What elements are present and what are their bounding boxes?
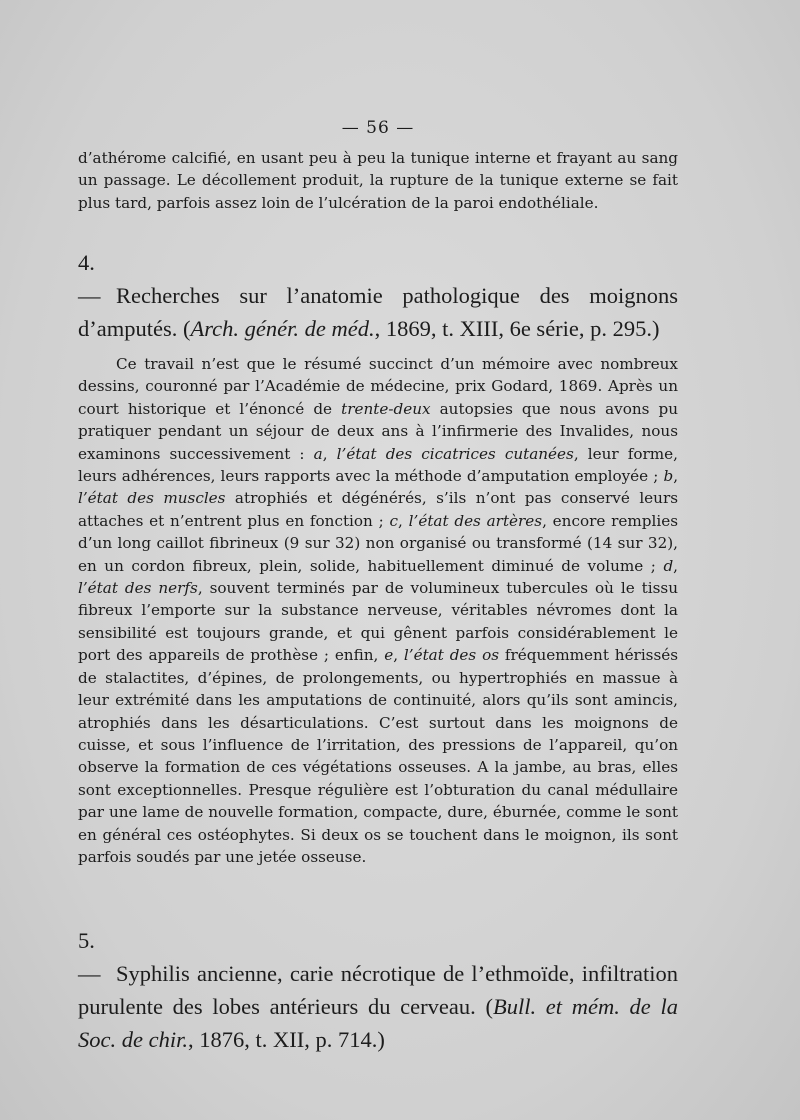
section-4-number: 4. — [78,250,101,308]
section-5-journal: Bull. et mém. de la Soc. de chir. [78,994,678,1052]
section-4-reference: , 1869, t. XIII, 6e série, p. 295.) [374,316,660,341]
section-4-journal: Arch. génér. de méd. [190,316,375,341]
section-4-body: Ce travail n’est que le résumé succinct d’un mémoire avec nombreux dessins, couronné par l’Académie de médecine, prix Godard, 1869. Après un court historique et l’énoncé de trente-deux autopsies que nous avons pu pratiquer pendant un séjour de deux ans à l’infirmerie des Invalides, nous examinons successivement : a, l’état des cicatrices cutanées, leur forme, leurs adhérences, leurs rapports avec la méthode d’amputation employée ; b, l’état des muscles atrophiés et dégénérés, s’ils n’ont pas conservé leurs attaches et n’entrent plus en fonction ; c, l’état des artères, encore remplies d’un long caillot fibrineux (9 sur 32) non organisé ou transformé (14 sur 32), en un cordon fibreux, plein, solide, habituellement diminué de volume ; d, l’état des nerfs, souvent terminés par de volumineux tubercules où le tissu fibreux l’emporte sur la substance nerveuse, véritables névromes dont la sensibilité est toujours grande, et qui gênent parfois considérablement le port des appareils de prothèse ; enfin, e, l’état des os fréquemment hérissés de stalactites, d’épines, de prolongements, ou hypertrophiés en massue à leur extrémité dans les amputations de continuité, alors qu’ils sont amincis, atrophiés dans les désarticulations. C’est surtout dans les moignons de cuisse, et sous l’influence de l’irritation, des pressions de l’appareil, qu’on observe la formation de ces végétations osseuses. A la jambe, au bras, elles sont exceptionnelles. Presque régulière est l’obturation du canal médullaire par une lame de nouvelle formation, compacte, dure, éburnée, comme le sont en général ces ostéophytes. Si deux os se touchent dans le moignon, ils sont parfois soudés par une jetée osseuse. [78,355,679,866]
intro-paragraph: d’athérome calcifié, en usant peu à peu la tunique interne et frayant au sang un passage. Le décollement produit, la rupture de la tunique externe se fait plus tard, parfois assez loin de l’ulcération de la paroi endothéliale. [78,149,678,212]
page-number: — 56 — [341,118,415,138]
section-5-title: Syphilis ancienne, carie nécrotique de l’ethmoïde, infiltration purulente des lobes antérieurs du cerveau. [78,961,678,1019]
section-5-heading: 5. — Syphilis ancienne, carie nécrotique de l’ethmoïde, infiltration purulente des lobes antérieurs du cerveau. (Bull. et mém. de la Soc. de chir., 1876, t. XII, p. 714.) [78,924,678,1056]
section-5-number: 5. — [78,928,101,986]
section-5-reference: , 1876, t. XII, p. 714.) [187,1027,385,1052]
section-4-heading: 4. — Recherches sur l’anatomie pathologique des moignons d’amputés. (Arch. génér. de méd., 1869, t. XIII, 6e série, p. 295.) [78,246,678,345]
section-4-title: Recherches sur l’anatomie pathologique des moignons d’amputés. [78,283,678,341]
